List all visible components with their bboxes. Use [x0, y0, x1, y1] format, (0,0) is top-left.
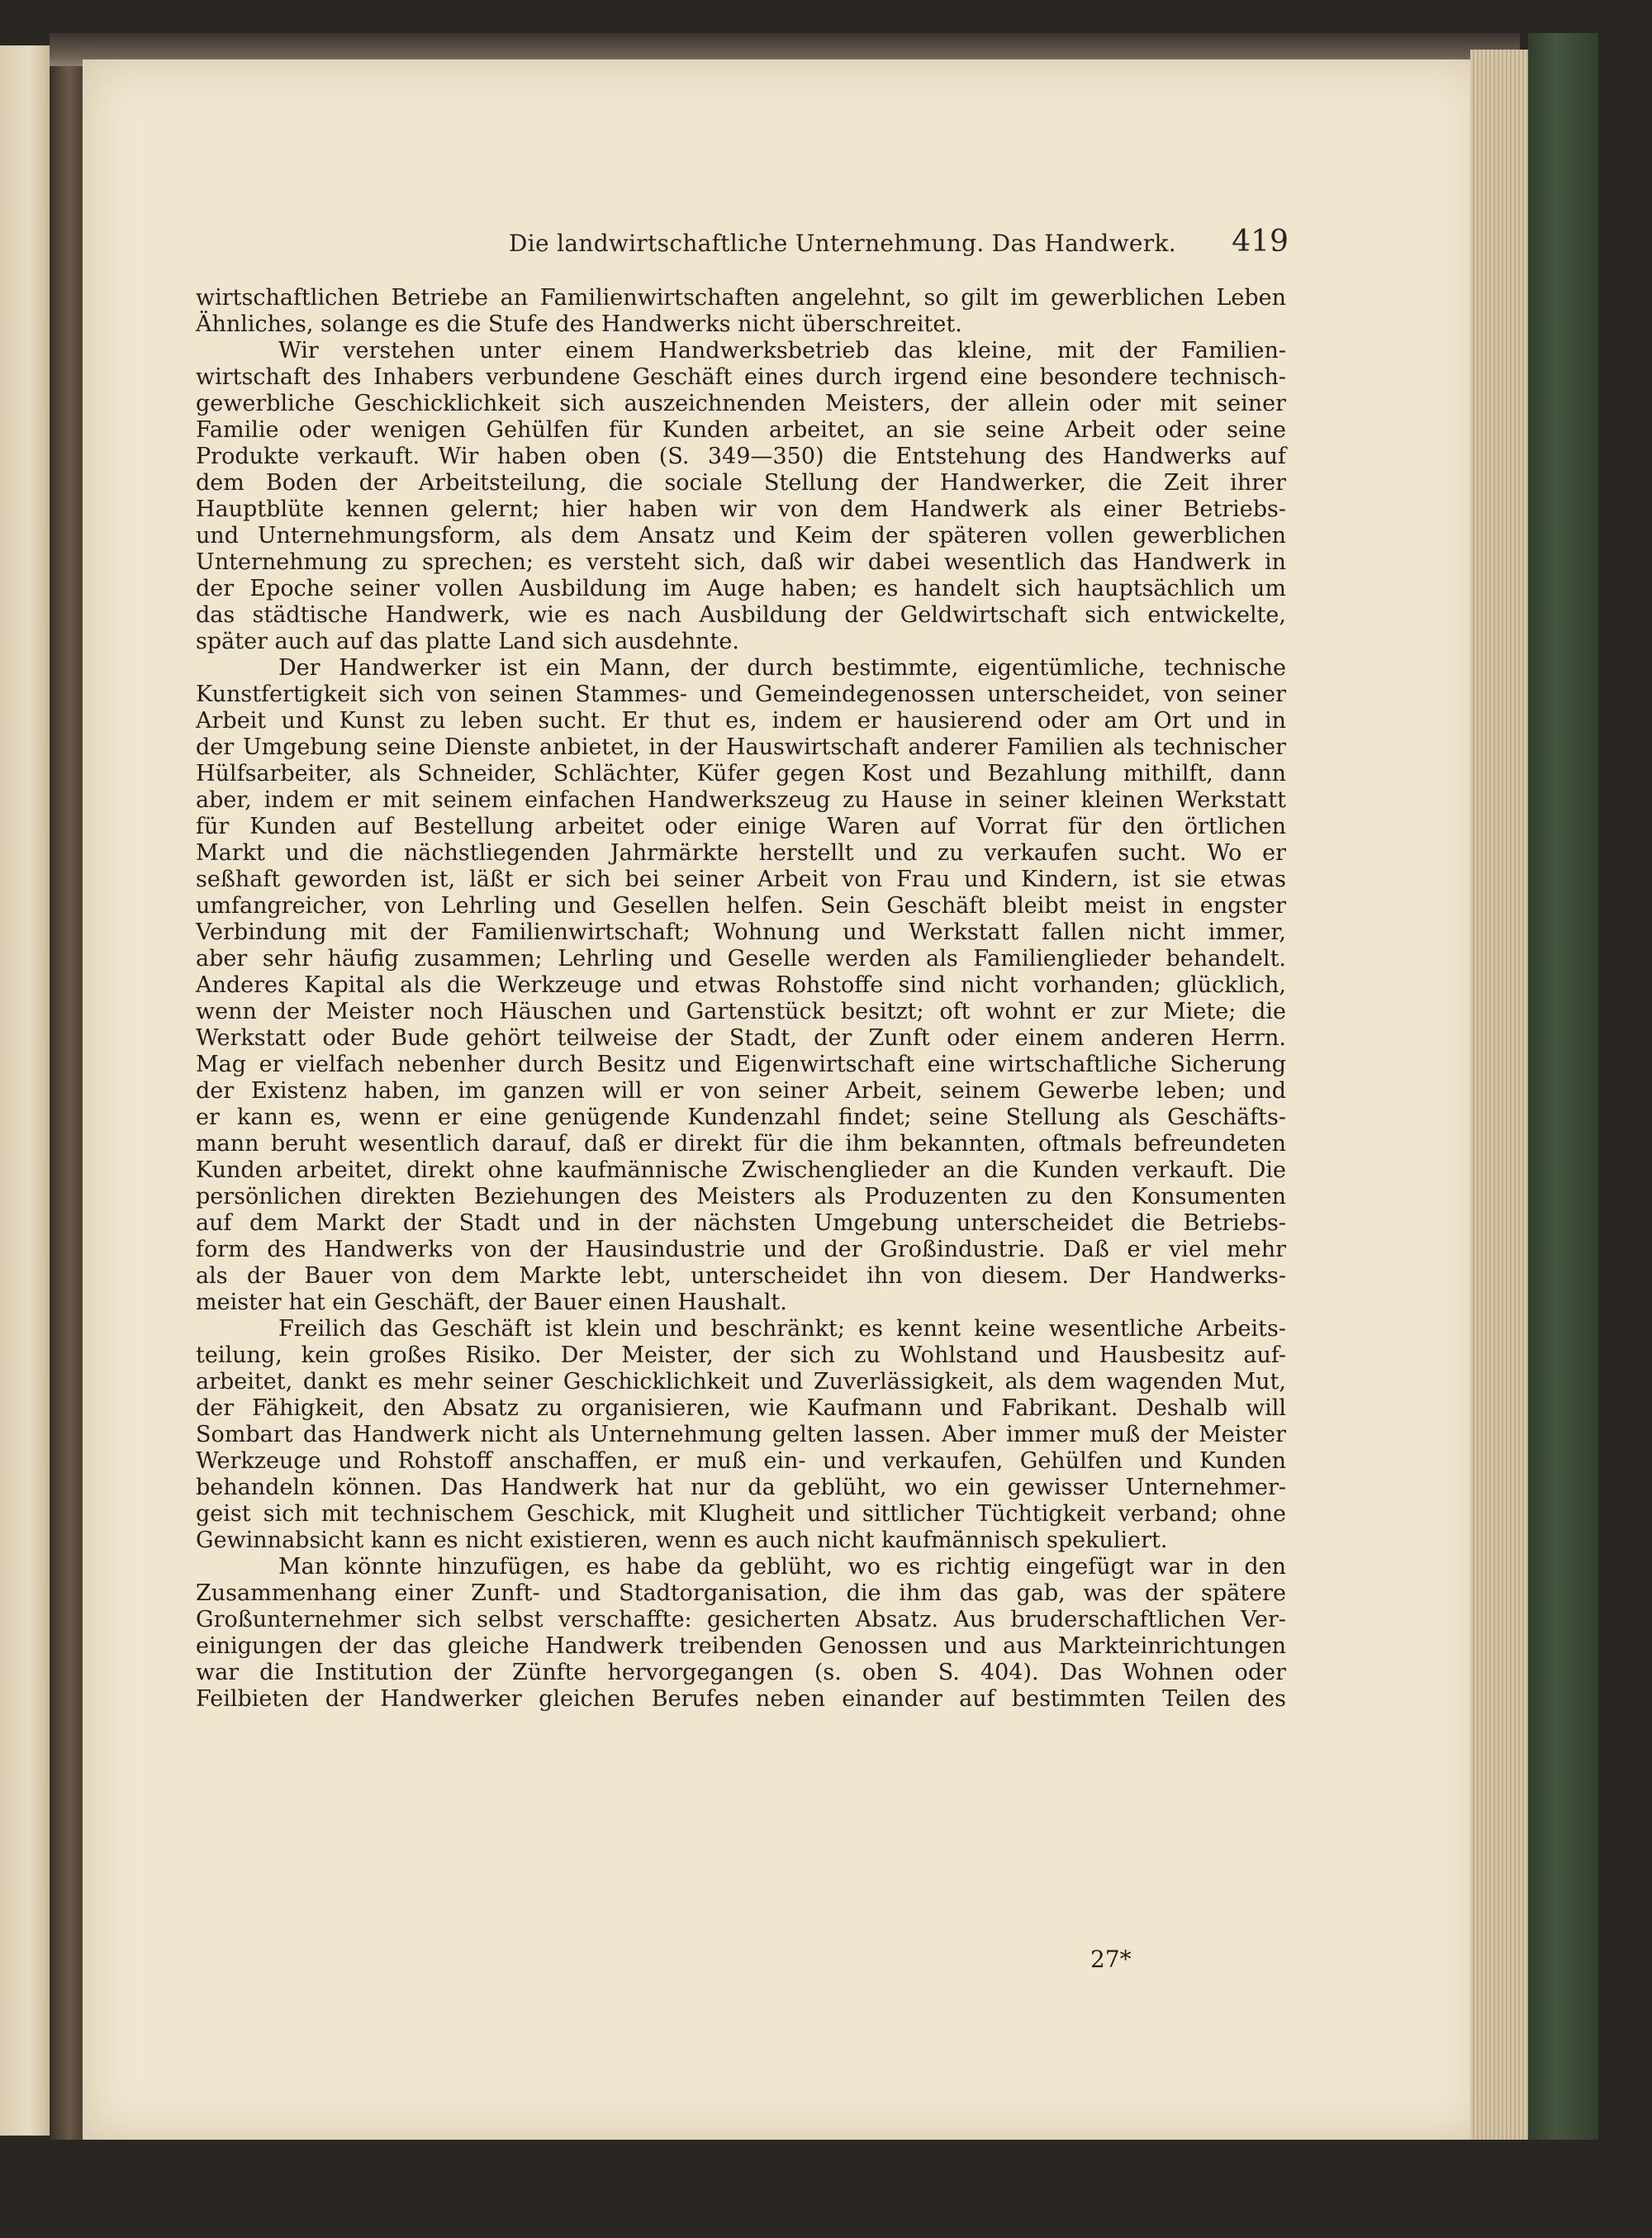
text-line: seßhaft geworden ist, läßt er sich bei seiner Arbeit von Frau und Kindern, ist sie etwas: [196, 867, 1286, 892]
running-header: [190, 223, 1289, 264]
bottom-background: [50, 2140, 1602, 2238]
text-line: Kunden arbeitet, direkt ohne kaufmännische Zwischenglieder an die Kunden verkauft. Die: [196, 1157, 1286, 1183]
text-line: Mag er vielfach nebenher durch Besitz und Eigenwirtschaft eine wirtschaftliche Sicherung: [196, 1052, 1286, 1077]
text-line: arbeitet, dankt es mehr seiner Geschicklichkeit und Zuverlässigkeit, als dem wagenden Mut,: [196, 1369, 1286, 1395]
text-line: gewerbliche Geschicklichkeit sich auszeichnenden Meisters, der allein oder mit seiner: [196, 391, 1286, 416]
text-line: aber, indem er mit seinem einfachen Handwerkszeug zu Hause in seiner kleinen Werkstatt: [196, 787, 1286, 813]
page-number: 419: [1232, 225, 1289, 259]
text-line: umfangreicher, von Lehrling und Gesellen helfen. Sein Geschäft bleibt meist in engster: [196, 893, 1286, 919]
text-line: wirtschaftlichen Betriebe an Familienwirtschaften angelehnt, so gilt im gewerblichen Leben: [196, 285, 1286, 311]
text-line: Werkstatt oder Bude gehört teilweise der Stadt, der Zunft oder einem anderen Herrn.: [196, 1025, 1286, 1051]
text-line: Hauptblüte kennen gelernt; hier haben wir von dem Handwerk als einer Betriebs-: [196, 497, 1286, 522]
text-line: teilung, kein großes Risiko. Der Meister, der sich zu Wohlstand und Hausbesitz auf-: [196, 1342, 1286, 1368]
text-line: der Fähigkeit, den Absatz zu organisieren, wie Kaufmann und Fabrikant. Deshalb will: [196, 1395, 1286, 1421]
page-body-text: [196, 285, 1286, 1713]
text-line: einigungen der das gleiche Handwerk treibenden Genossen und aus Markteinrichtungen: [196, 1633, 1286, 1659]
text-line: Arbeit und Kunst zu leben sucht. Er thut es, indem er hausierend oder am Ort und in: [196, 708, 1286, 734]
cover-edge: [1528, 33, 1598, 2156]
text-line: wirtschaft des Inhabers verbundene Geschäft eines durch irgend eine besondere technisch-: [196, 364, 1286, 390]
text-line: Ähnliches, solange es die Stufe des Handwerks nicht überschreitet.: [196, 311, 962, 337]
text-line: Man könnte hinzufügen, es habe da geblüht, wo es richtig eingefügt war in den: [278, 1554, 1286, 1580]
sheet-signature: 27*: [1090, 1946, 1132, 1973]
text-line: Sombart das Handwerk nicht als Unternehmung gelten lassen. Aber immer muß der Meister: [196, 1422, 1286, 1447]
text-line: Wir verstehen unter einem Handwerksbetrieb das kleine, mit der Familien-: [278, 338, 1286, 363]
text-line: Der Handwerker ist ein Mann, der durch bestimmte, eigentümliche, technische: [278, 655, 1286, 681]
text-line: persönlichen direkten Beziehungen des Meisters als Produzenten zu den Konsumenten: [196, 1184, 1286, 1209]
text-line: er kann es, wenn er eine genügende Kundenzahl findet; seine Stellung als Geschäfts-: [196, 1105, 1286, 1130]
text-line: das städtische Handwerk, wie es nach Ausbildung der Geldwirtschaft sich entwickelte,: [196, 602, 1286, 628]
text-line: Werkzeuge und Rohstoff anschaffen, er muß ein- und verkaufen, Gehülfen und Kunden: [196, 1448, 1286, 1474]
text-line: war die Institution der Zünfte hervorgegangen (s. oben S. 404). Das Wohnen oder: [196, 1660, 1286, 1685]
text-line: Zusammenhang einer Zunft- und Stadtorganisation, die ihm das gab, was der spätere: [196, 1580, 1286, 1606]
text-line: Anderes Kapital als die Werkzeuge und etwas Rohstoffe sind nicht vorhanden; glücklich,: [196, 972, 1286, 998]
text-line: Familie oder wenigen Gehülfen für Kunden arbeitet, an sie seine Arbeit oder seine: [196, 417, 1286, 443]
text-line: behandeln können. Das Handwerk hat nur da geblüht, wo ein gewisser Unternehmer-: [196, 1475, 1286, 1500]
text-line: der Epoche seiner vollen Ausbildung im Auge haben; es handelt sich hauptsächlich um: [196, 576, 1286, 601]
text-line: Produkte verkauft. Wir haben oben (S. 349—350) die Entstehung des Handwerks auf: [196, 444, 1286, 469]
text-line: Kunstfertigkeit sich von seinen Stammes- und Gemeindegenossen unterscheidet, von seiner: [196, 682, 1286, 707]
text-line: Unternehmung zu sprechen; es versteht sich, daß wir dabei wesentlich das Handwerk in: [196, 549, 1286, 575]
text-line: wenn der Meister noch Häuschen und Gartenstück besitzt; oft wohnt er zur Miete; die: [196, 999, 1286, 1024]
text-line: für Kunden auf Bestellung arbeitet oder einige Waren auf Vorrat für den örtlichen: [196, 814, 1286, 839]
text-line: auf dem Markt der Stadt und in der nächsten Umgebung unterscheidet die Betriebs-: [196, 1210, 1286, 1236]
text-line: später auch auf das platte Land sich ausdehnte.: [196, 629, 739, 654]
text-line: aber sehr häufig zusammen; Lehrling und Geselle werden als Familienglieder behandelt.: [196, 946, 1286, 972]
text-line: Feilbieten der Handwerker gleichen Berufes neben einander auf bestimmten Teilen des: [196, 1686, 1286, 1712]
text-line: dem Boden der Arbeitsteilung, die sociale Stellung der Handwerker, die Zeit ihrer: [196, 470, 1286, 496]
page-fore-edge: [1470, 50, 1528, 2148]
text-line: Markt und die nächstliegenden Jahrmärkte herstellt und zu verkaufen sucht. Wo er: [196, 840, 1286, 866]
text-line: als der Bauer von dem Markte lebt, unterscheidet ihn von diesem. Der Handwerks-: [196, 1263, 1286, 1289]
text-line: Freilich das Geschäft ist klein und beschränkt; es kennt keine wesentliche Arbeits-: [278, 1316, 1286, 1342]
running-title: Die landwirtschaftliche Unternehmung. Das Handwerk.: [509, 230, 1176, 257]
text-line: Verbindung mit der Familienwirtschaft; Wohnung und Werkstatt fallen nicht immer,: [196, 919, 1286, 945]
text-line: meister hat ein Geschäft, der Bauer einen Haushalt.: [196, 1290, 787, 1315]
text-line: Gewinnabsicht kann es nicht existieren, wenn es auch nicht kaufmännisch spekuliert.: [196, 1528, 1168, 1553]
text-line: der Existenz haben, im ganzen will er von seiner Arbeit, seinem Gewerbe leben; und: [196, 1078, 1286, 1104]
text-line: Hülfsarbeiter, als Schneider, Schlächter, Küfer gegen Kost und Bezahlung mithilft, dann: [196, 761, 1286, 786]
text-line: und Unternehmungsform, als dem Ansatz und Keim der späteren vollen gewerblichen: [196, 523, 1286, 549]
text-line: geist sich mit technischem Geschick, mit Klugheit und sittlicher Tüchtigkeit verband; ohne: [196, 1501, 1286, 1527]
left-page-edge: [0, 45, 52, 2136]
text-line: Großunternehmer sich selbst verschaffte: gesicherten Absatz. Aus bruderschaftlichen Ver-: [196, 1607, 1286, 1632]
text-line: mann beruht wesentlich darauf, daß er direkt für die ihm bekannten, oftmals befreundeten: [196, 1131, 1286, 1157]
text-line: form des Handwerks von der Hausindustrie und der Großindustrie. Daß er viel mehr: [196, 1237, 1286, 1262]
text-line: der Umgebung seine Dienste anbietet, in der Hauswirtschaft anderer Familien als technischer: [196, 734, 1286, 760]
